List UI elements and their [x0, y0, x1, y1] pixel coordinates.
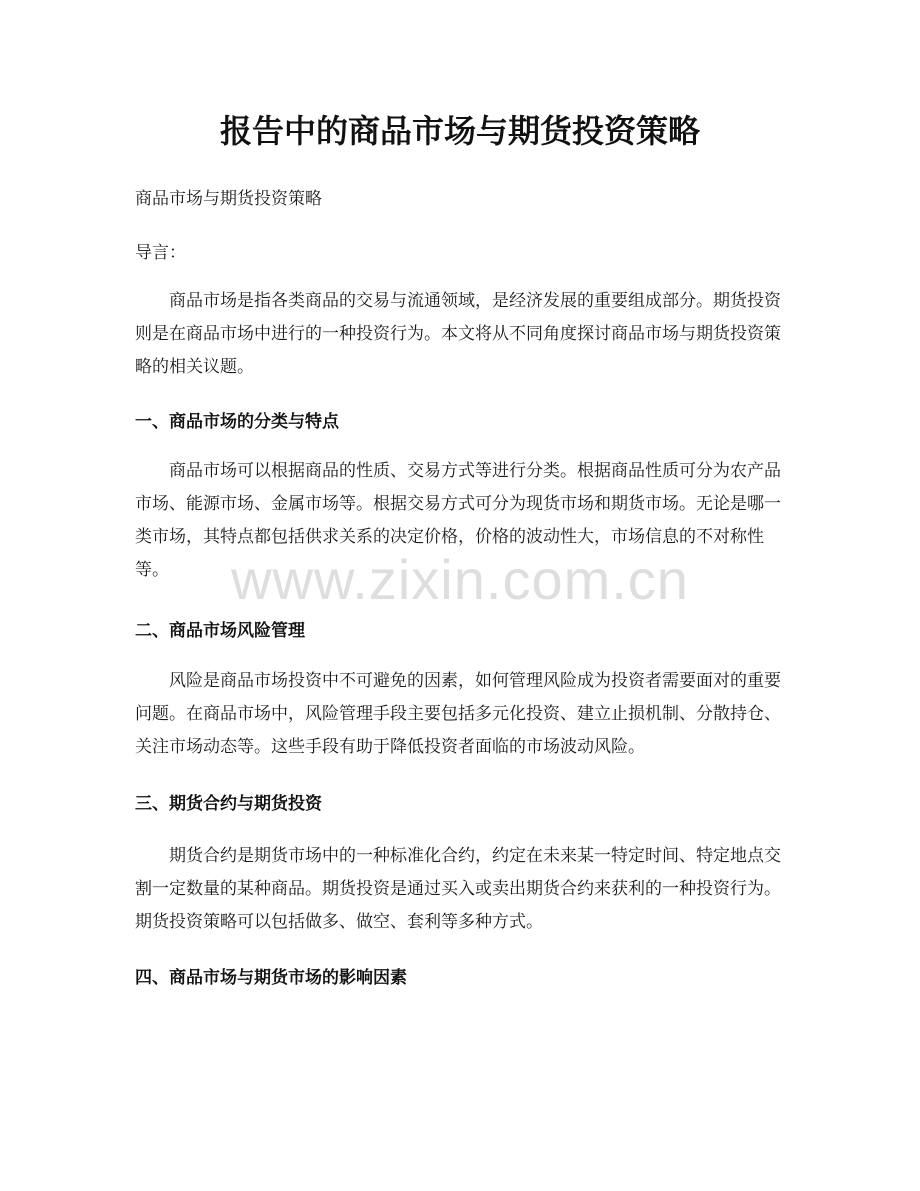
section-heading-4: 四、商品市场与期货市场的影响因素 — [135, 968, 407, 988]
section-paragraph-2: 风险是商品市场投资中不可避免的因素，如何管理风险成为投资者需要面对的重要问题。在商品市场中，风险管理手段主要包括多元化投资、建立止损机制、分散持仓、关注市场动态等。这些手段有助于降低投资者面临的市场波动风险。 — [135, 671, 781, 757]
watermark-text: www.zixin.com.cn — [231, 548, 689, 611]
document-title: 报告中的商品市场与期货投资策略 — [219, 112, 700, 150]
section-paragraph-3: 期货合约是期货市场中的一种标准化合约，约定在未来某一特定时间、特定地点交割一定数量的某种商品。期货投资是通过买入或卖出期货合约来获利的一种投资行为。期货投资策略可以包括做多、做空、套利等多种方式。 — [135, 846, 781, 932]
intro-label: 导言： — [135, 243, 186, 263]
section-heading-3: 三、期货合约与期货投资 — [135, 794, 322, 814]
section-heading-1: 一、商品市场的分类与特点 — [135, 412, 339, 432]
intro-paragraph: 商品市场是指各类商品的交易与流通领域，是经济发展的重要组成部分。期货投资则是在商品市场中进行的一种投资行为。本文将从不同角度探讨商品市场与期货投资策略的相关议题。 — [135, 291, 781, 377]
section-heading-2: 二、商品市场风险管理 — [135, 621, 305, 641]
document-subtitle: 商品市场与期货投资策略 — [135, 189, 322, 209]
section-paragraph-1: 商品市场可以根据商品的性质、交易方式等进行分类。根据商品性质可分为农产品市场、能源市场、金属市场等。根据交易方式可分为现货市场和期货市场。无论是哪一类市场，其特点都包括供求关系的决定价格，价格的波动性大，市场信息的不对称性等。 — [135, 461, 781, 580]
